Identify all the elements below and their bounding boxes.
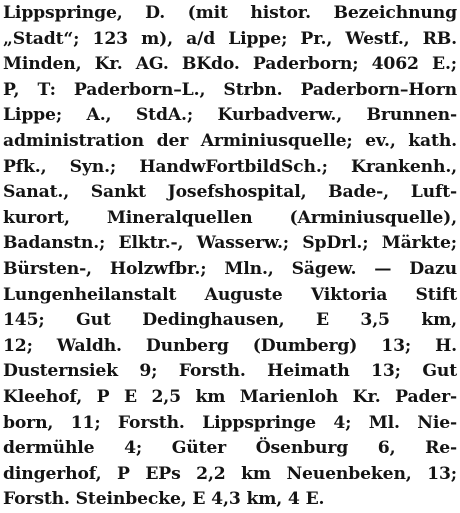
entry-line: 12; Waldh. Dunberg (Dumberg) 13; H. — [3, 335, 457, 356]
entry-line: „Stadt“; 123 m), a/d Lippe; Pr., Westf., RB. — [3, 28, 457, 49]
entry-line: Lippe; A., StdA.; Kurbadverw., Brunnen- — [3, 105, 457, 126]
entry-line: dermühle 4; Güter Ösenburg 6, Re- — [3, 438, 457, 459]
entry-line-last: Forsth. Steinbecke, E 4,3 km, 4 E. — [3, 489, 325, 510]
entry-line: Pfk., Syn.; HandwFortbildSch.; Krankenh., — [3, 156, 457, 177]
entry-line: Minden, Kr. AG. BKdo. Paderborn; 4062 E.; — [3, 54, 457, 75]
entry-line: Lippspringe, D. (mit histor. Bezeichnung — [3, 3, 457, 23]
entry-line: administration der Arminiusquelle; ev., kath. — [3, 130, 457, 151]
entry-line: 145; Gut Dedinghausen, E 3,5 km, — [3, 310, 457, 331]
entry-line: Dusternsiek 9; Forsth. Heimath 13; Gut — [3, 361, 457, 382]
entry-line: Badanstn.; Elktr.-, Wasserw.; SpDrl.; Märkte; — [3, 233, 457, 254]
entry-line: dingerhof, P EPs 2,2 km Neuenbeken, 13; — [3, 463, 457, 484]
entry-line: P, T: Paderborn–L., Strbn. Paderborn–Horn — [3, 79, 457, 100]
entry-line: Kleehof, P E 2,5 km Marienloh Kr. Pader- — [3, 386, 457, 407]
entry-line: Bürsten-, Holzwfbr.; Mln., Sägew. — Dazu — [3, 258, 457, 279]
entry-line: born, 11; Forsth. Lippspringe 4; Ml. Nie- — [3, 412, 457, 433]
entry-line: Lungenheilanstalt Auguste Viktoria Stift — [3, 284, 457, 305]
entry-line: Sanat., Sankt Josefshospital, Bade-, Luft- — [3, 182, 457, 203]
gazetteer-entry — [3, 1, 457, 510]
entry-line: kurort, Mineralquellen (Arminiusquelle), — [3, 207, 457, 228]
